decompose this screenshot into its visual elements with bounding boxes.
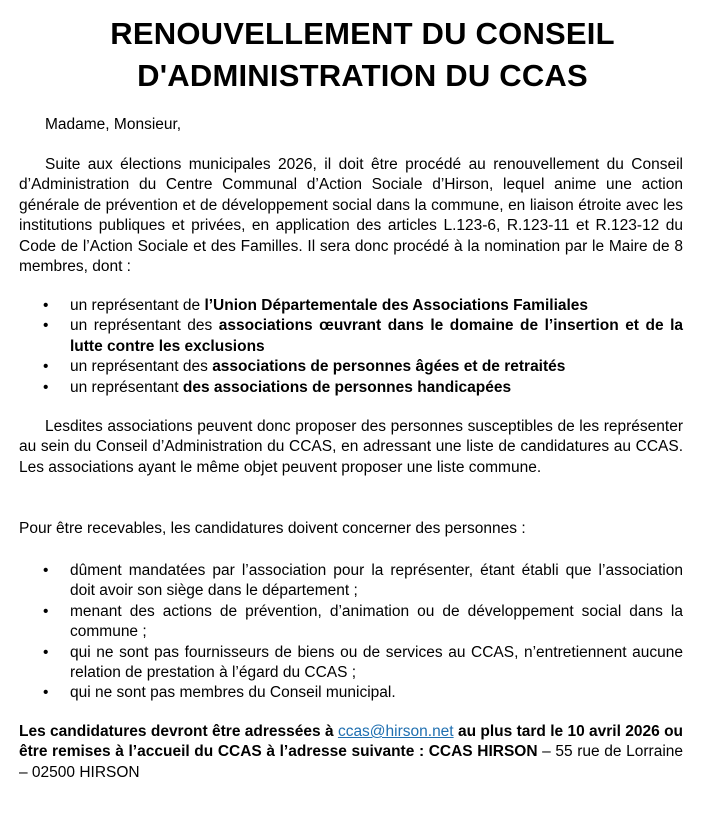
closing-address: – 55 rue de Lorraine – 02500 HIRSON [19, 743, 683, 781]
intro-paragraph: Suite aux élections municipales 2026, il doit être procédé au renouvellement du Conseil d’Administration du Centre Communal d’Action Sociale d’Hirson, lequel anime une action générale de prévention et de développement social dans la commune, en liaison étroite avec les institutions publiques et privées, en application des articles L.123-6, R.123-11 et R.123-12 du Code de l’Action Sociale et des Familles. Il sera donc procédé à la nomination par le Maire de 8 membres, dont : [19, 156, 683, 276]
list-item-bold: l’Union Départementale des Associations Familiales [204, 297, 589, 314]
bullet-icon: • [43, 602, 49, 620]
closing-text-2: au plus tard le 10 avril 2026 ou être remises à l’accueil du CCAS à l’adresse suivante : CCAS HIRSON [19, 723, 684, 761]
list-item [19, 602, 683, 643]
condition-text: dûment mandatées par l’association pour la représenter, étant établi que l’association doit avoir son siège dans le département ; [70, 562, 683, 600]
list-item [19, 316, 683, 357]
bullet-icon: • [43, 378, 49, 396]
list-item-bold: des associations de personnes handicapées [182, 378, 512, 396]
list-item-bold: associations œuvrant dans le domaine de l’insertion et de la lutte contre les exclusions [70, 317, 683, 355]
list-item-prefix: un représentant de [70, 297, 205, 314]
bullet-icon: • [43, 297, 49, 314]
condition-text: menant des actions de prévention, d’animation ou de développement social dans la commune ; [70, 602, 683, 641]
greeting: Madame, Monsieur, [45, 116, 182, 133]
closing-paragraph [19, 722, 683, 783]
bullet-icon: • [43, 358, 49, 376]
closing-text-1: Les candidatures devront être adressées à [19, 723, 338, 740]
conditions-intro: Pour être recevables, les candidatures doivent concerner des personnes : [19, 520, 526, 537]
list-item [19, 561, 683, 602]
list-item-prefix: un représentant des [70, 317, 219, 335]
list-item-prefix: un représentant [70, 378, 183, 396]
document-title-line-2: D'ADMINISTRATION DU CCAS [137, 58, 588, 93]
representatives-list [19, 296, 683, 398]
bullet-icon: • [43, 317, 49, 335]
bullet-icon: • [43, 684, 49, 702]
list-item [19, 296, 683, 316]
list-item [19, 357, 683, 377]
condition-text: qui ne sont pas membres du Conseil municipal. [70, 684, 396, 702]
bullet-icon: • [43, 562, 49, 579]
document-title-line-1: RENOUVELLEMENT DU CONSEIL [110, 16, 615, 51]
list-item-prefix: un représentant des [70, 358, 213, 376]
list-item [19, 643, 683, 684]
conditions-list [19, 561, 683, 704]
bullet-icon: • [43, 643, 49, 661]
list-item-bold: associations de personnes âgées et de retraités [212, 358, 566, 376]
email-link[interactable]: ccas@hirson.net [337, 723, 454, 740]
condition-text: qui ne sont pas fournisseurs de biens ou de services au CCAS, n’entretiennent aucune relation de prestation à l’égard du CCAS ; [70, 643, 683, 682]
list-item [19, 683, 683, 703]
associations-paragraph: Lesdites associations peuvent donc proposer des personnes susceptibles de les représenter au sein du Conseil d’Administration du CCAS, en adressant une liste de candidatures au CCAS. Les associations ayant le même objet peuvent proposer une liste commune. [19, 418, 683, 476]
list-item [19, 378, 683, 398]
